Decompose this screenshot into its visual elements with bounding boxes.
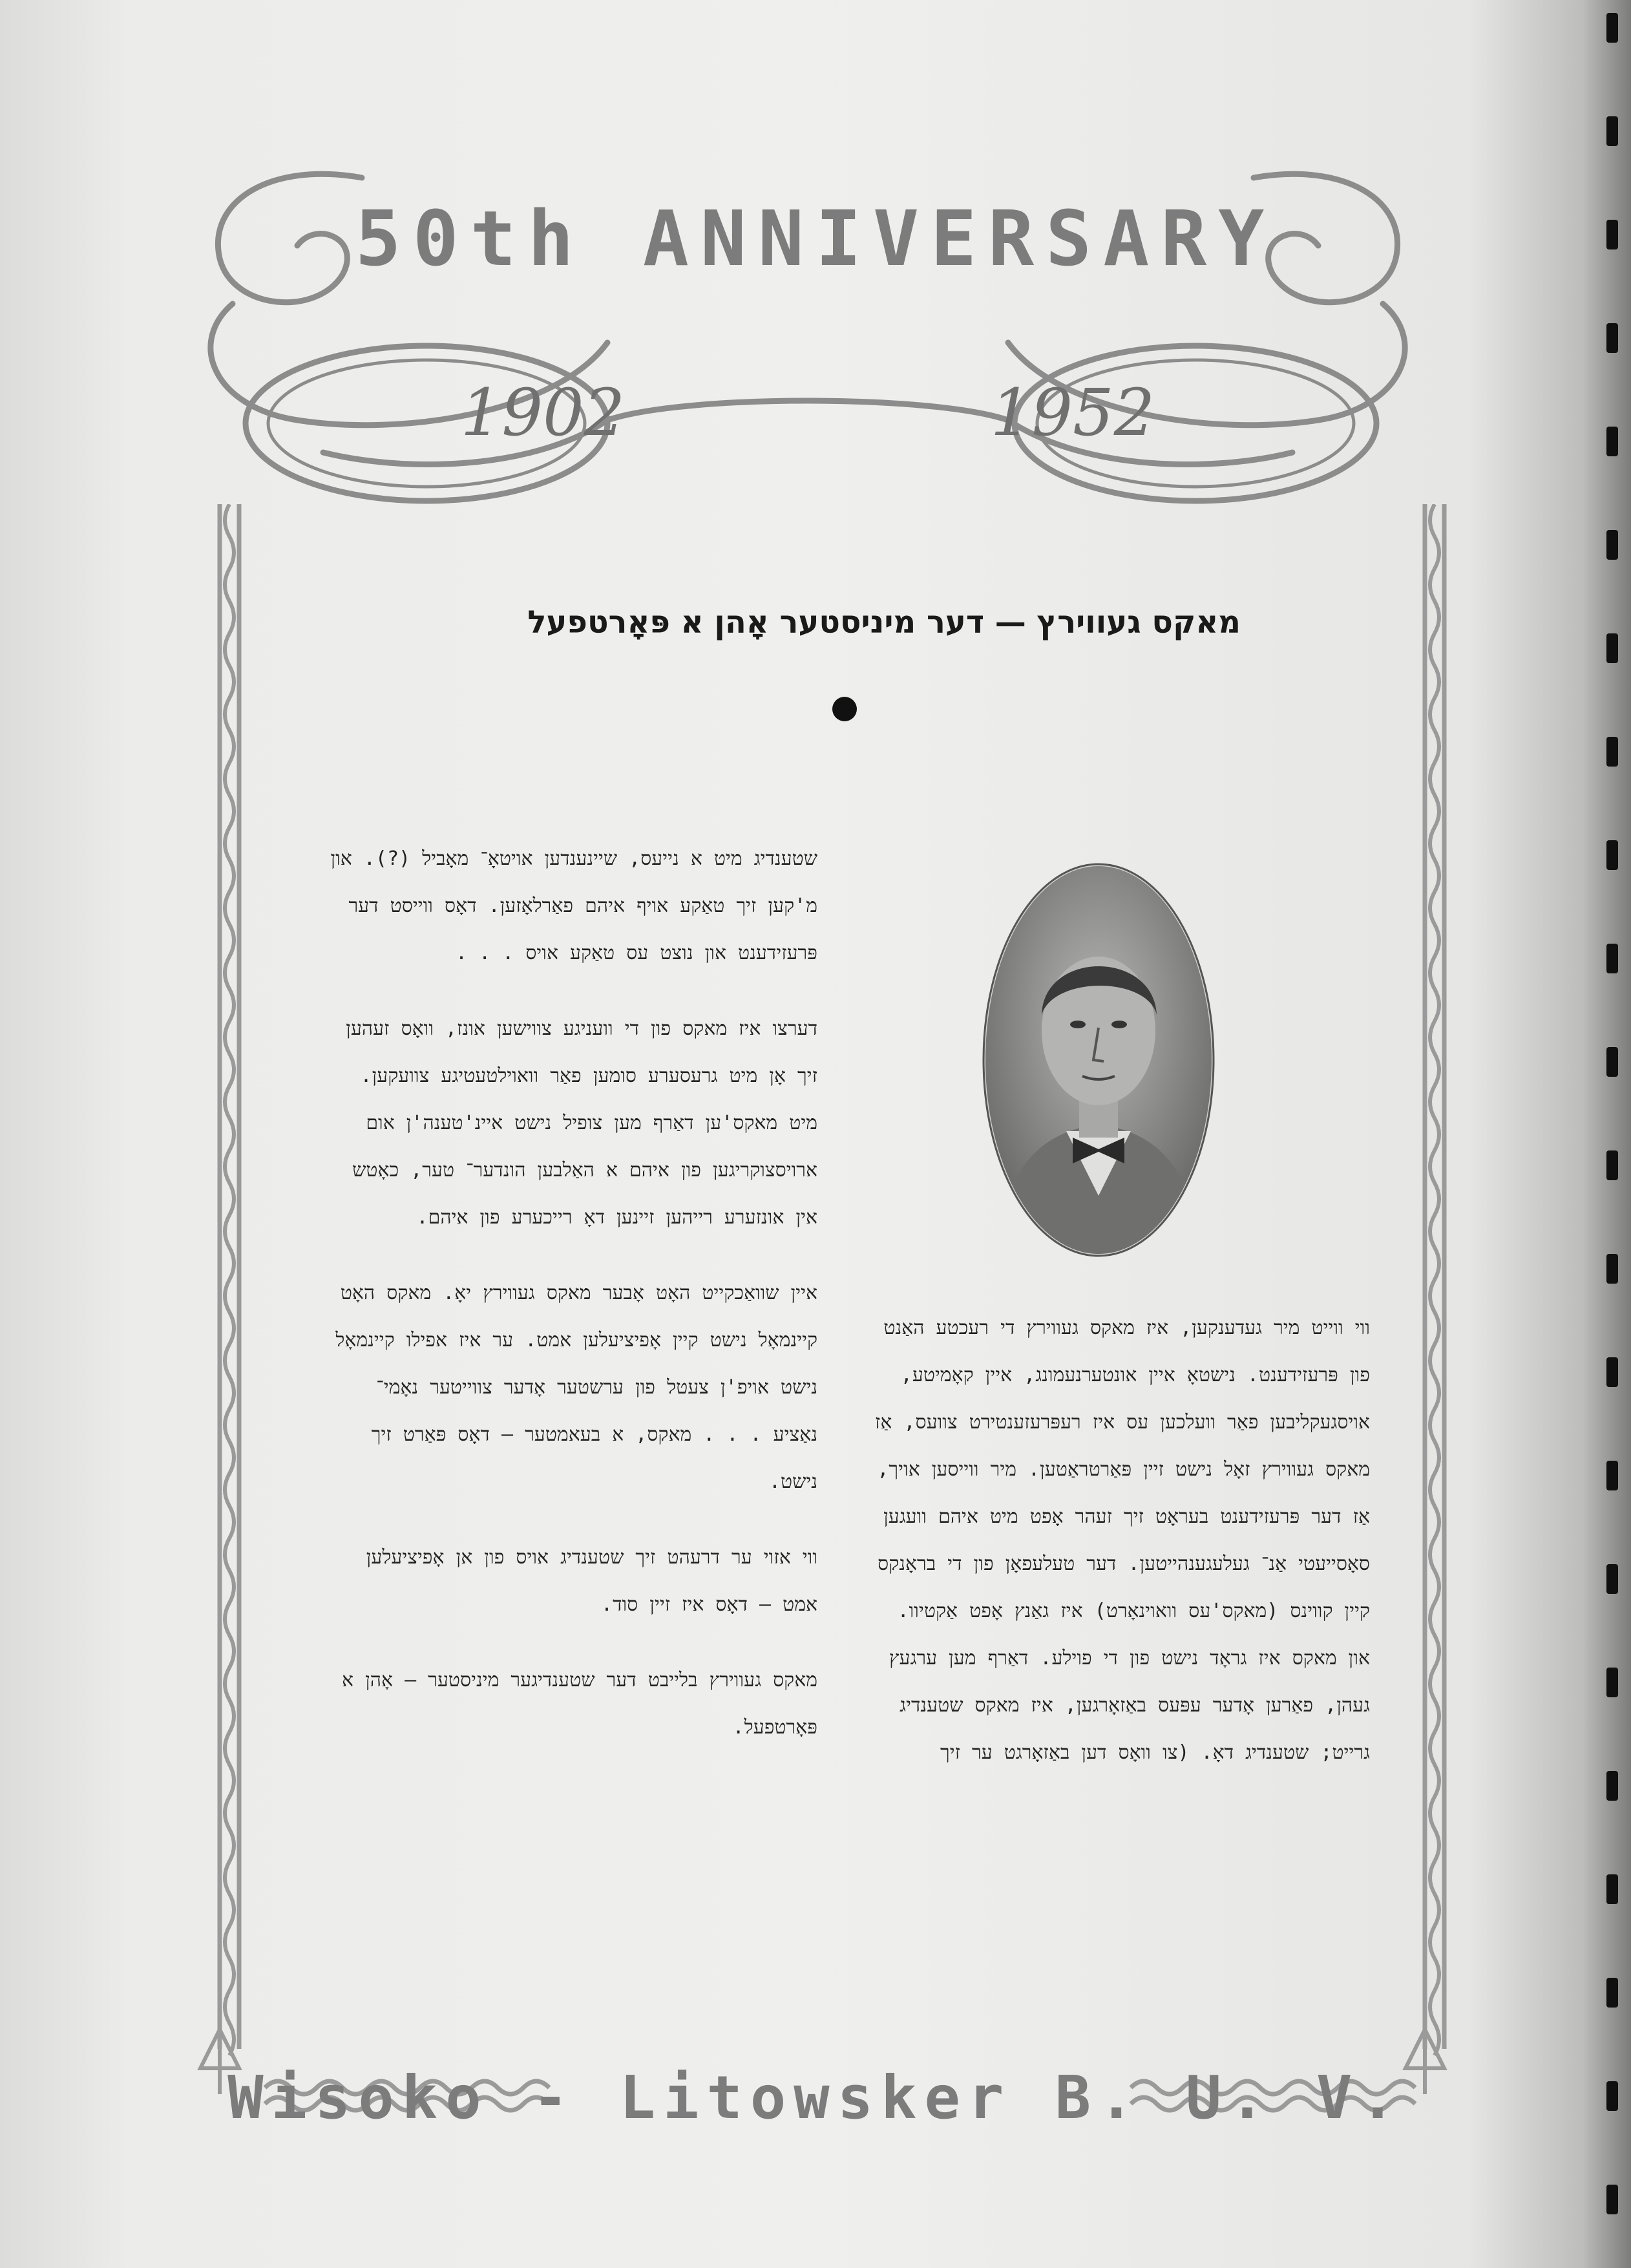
- binding-ring: [1606, 1461, 1618, 1490]
- year-end: 1952: [990, 375, 1155, 450]
- binding-ring: [1606, 633, 1618, 663]
- binding-ring: [1606, 1978, 1618, 2008]
- binding-ring: [1606, 1357, 1618, 1387]
- binding-ring: [1606, 530, 1618, 560]
- paragraph: דערצו איז מאקס פון די וועניגע צווישען אונז, וואָס זעהען זיך אָן מיט גרעסערע סומען פאַר וואוילטעטיגע צוועקען. מיט מאקס'ען דאַרף מען צופיל נישט איינ'טענה'ן אום ארויסצוקריגען פון איהם א האַלבען הונדער־ טער, כאָטש אין אונזערע רייהען זיינען דאָ רייכערע פון איהם.: [346, 1017, 817, 1229]
- binding-ring: [1606, 323, 1618, 353]
- binding-ring: [1606, 13, 1618, 43]
- binding-ring: [1606, 1254, 1618, 1284]
- binding-ring: [1606, 1874, 1618, 1904]
- article-right-column: [872, 1304, 1370, 1805]
- spiral-binding: [1586, 0, 1631, 2268]
- anniversary-title: 50th ANNIVERSARY: [355, 194, 1276, 283]
- binding-ring: [1606, 2185, 1618, 2214]
- binding-ring: [1606, 944, 1618, 973]
- portrait-photo: [982, 860, 1215, 1260]
- bullet-dot: [832, 697, 857, 721]
- binding-ring: [1606, 1668, 1618, 1697]
- article-headline: מאקס געווירץ — דער מיניסטער אָהן א פּאָרטפעל: [527, 604, 1241, 641]
- binding-ring: [1606, 116, 1618, 146]
- year-start: 1902: [460, 375, 626, 450]
- article-left-column: [326, 835, 817, 1779]
- binding-ring: [1606, 427, 1618, 456]
- binding-ring: [1606, 840, 1618, 870]
- binding-ring: [1606, 1564, 1618, 1594]
- paragraph: מאקס געווירץ בלייבט דער שטענדיגער מיניסטער — אָהן א פּאָרטפעל.: [342, 1669, 817, 1739]
- organization-name: Wisoko - Litowsker B. U. V.: [227, 2063, 1404, 2132]
- binding-ring: [1606, 1771, 1618, 1801]
- paragraph: ווי ווייט מיר געדענקען, איז מאקס געווירץ די רעכטע האַנט פון פּרעזידענט. נישטאָ איין אונטערנעמונג, איין קאָמיטע, אויסגעקליבען פאַר וועלכען עס איז רעפּרעזענטירט צוועס, אַז מאקס געווירץ זאָל נישט זיין פּאַרטראַטען. מיר ווייסען אויך, אַז דער פּרעזידענט בעראָט זיך זעהר אָפט מיט איהם וועגען סאָסייעטי אַנ־ געלעגענהייטען. דער טעלעפאָן פון די בראָנקס קיין קווינס (מאקס'עס וואוינאָרט) איז גאַנץ אָפט אַקטיוו. און מאקס איז גראָד נישט פון די פוילע. דאַרף מען ערגעץ געהן, פאַרען אָדער עפּעס באַזאָרגען, איז מאקס שטענדיג גרייט; שטענדיג דאָ. (צו וואָס דען באַזאָרגט ער זיך: [875, 1317, 1370, 1764]
- binding-ring: [1606, 1047, 1618, 1077]
- binding-ring: [1606, 737, 1618, 767]
- paragraph: שטענדיג מיט א נייעס, שיינענדען אויטאָ־ מאָביל (?). און מ'קען זיך טאַקע אויף איהם פאַרלאָזען. דאָס ווייסט דער פּרעזידענט און נוצט עס טאַקע אויס . . .: [330, 847, 817, 964]
- binding-ring: [1606, 1150, 1618, 1180]
- paragraph: ווי אזוי ער דרעהט זיך שטענדיג אויס פון אן אָפיציעלען אמט — דאָס איז זיין סוד.: [366, 1546, 817, 1616]
- paragraph: איין שוואַכקייט האָט אָבער מאקס געווירץ יאָ. מאקס האָט קיינמאָל נישט קיין אָפיציעלען אמט. ער איז אפילו קיינמאָל נישט אויפ'ן צעטל פון ערשטער אָדער צווייטער נאָמי־ נאַציע . . . מאקס, א בעאמטער — דאָס פּאַרט זיך נישט.: [335, 1282, 817, 1493]
